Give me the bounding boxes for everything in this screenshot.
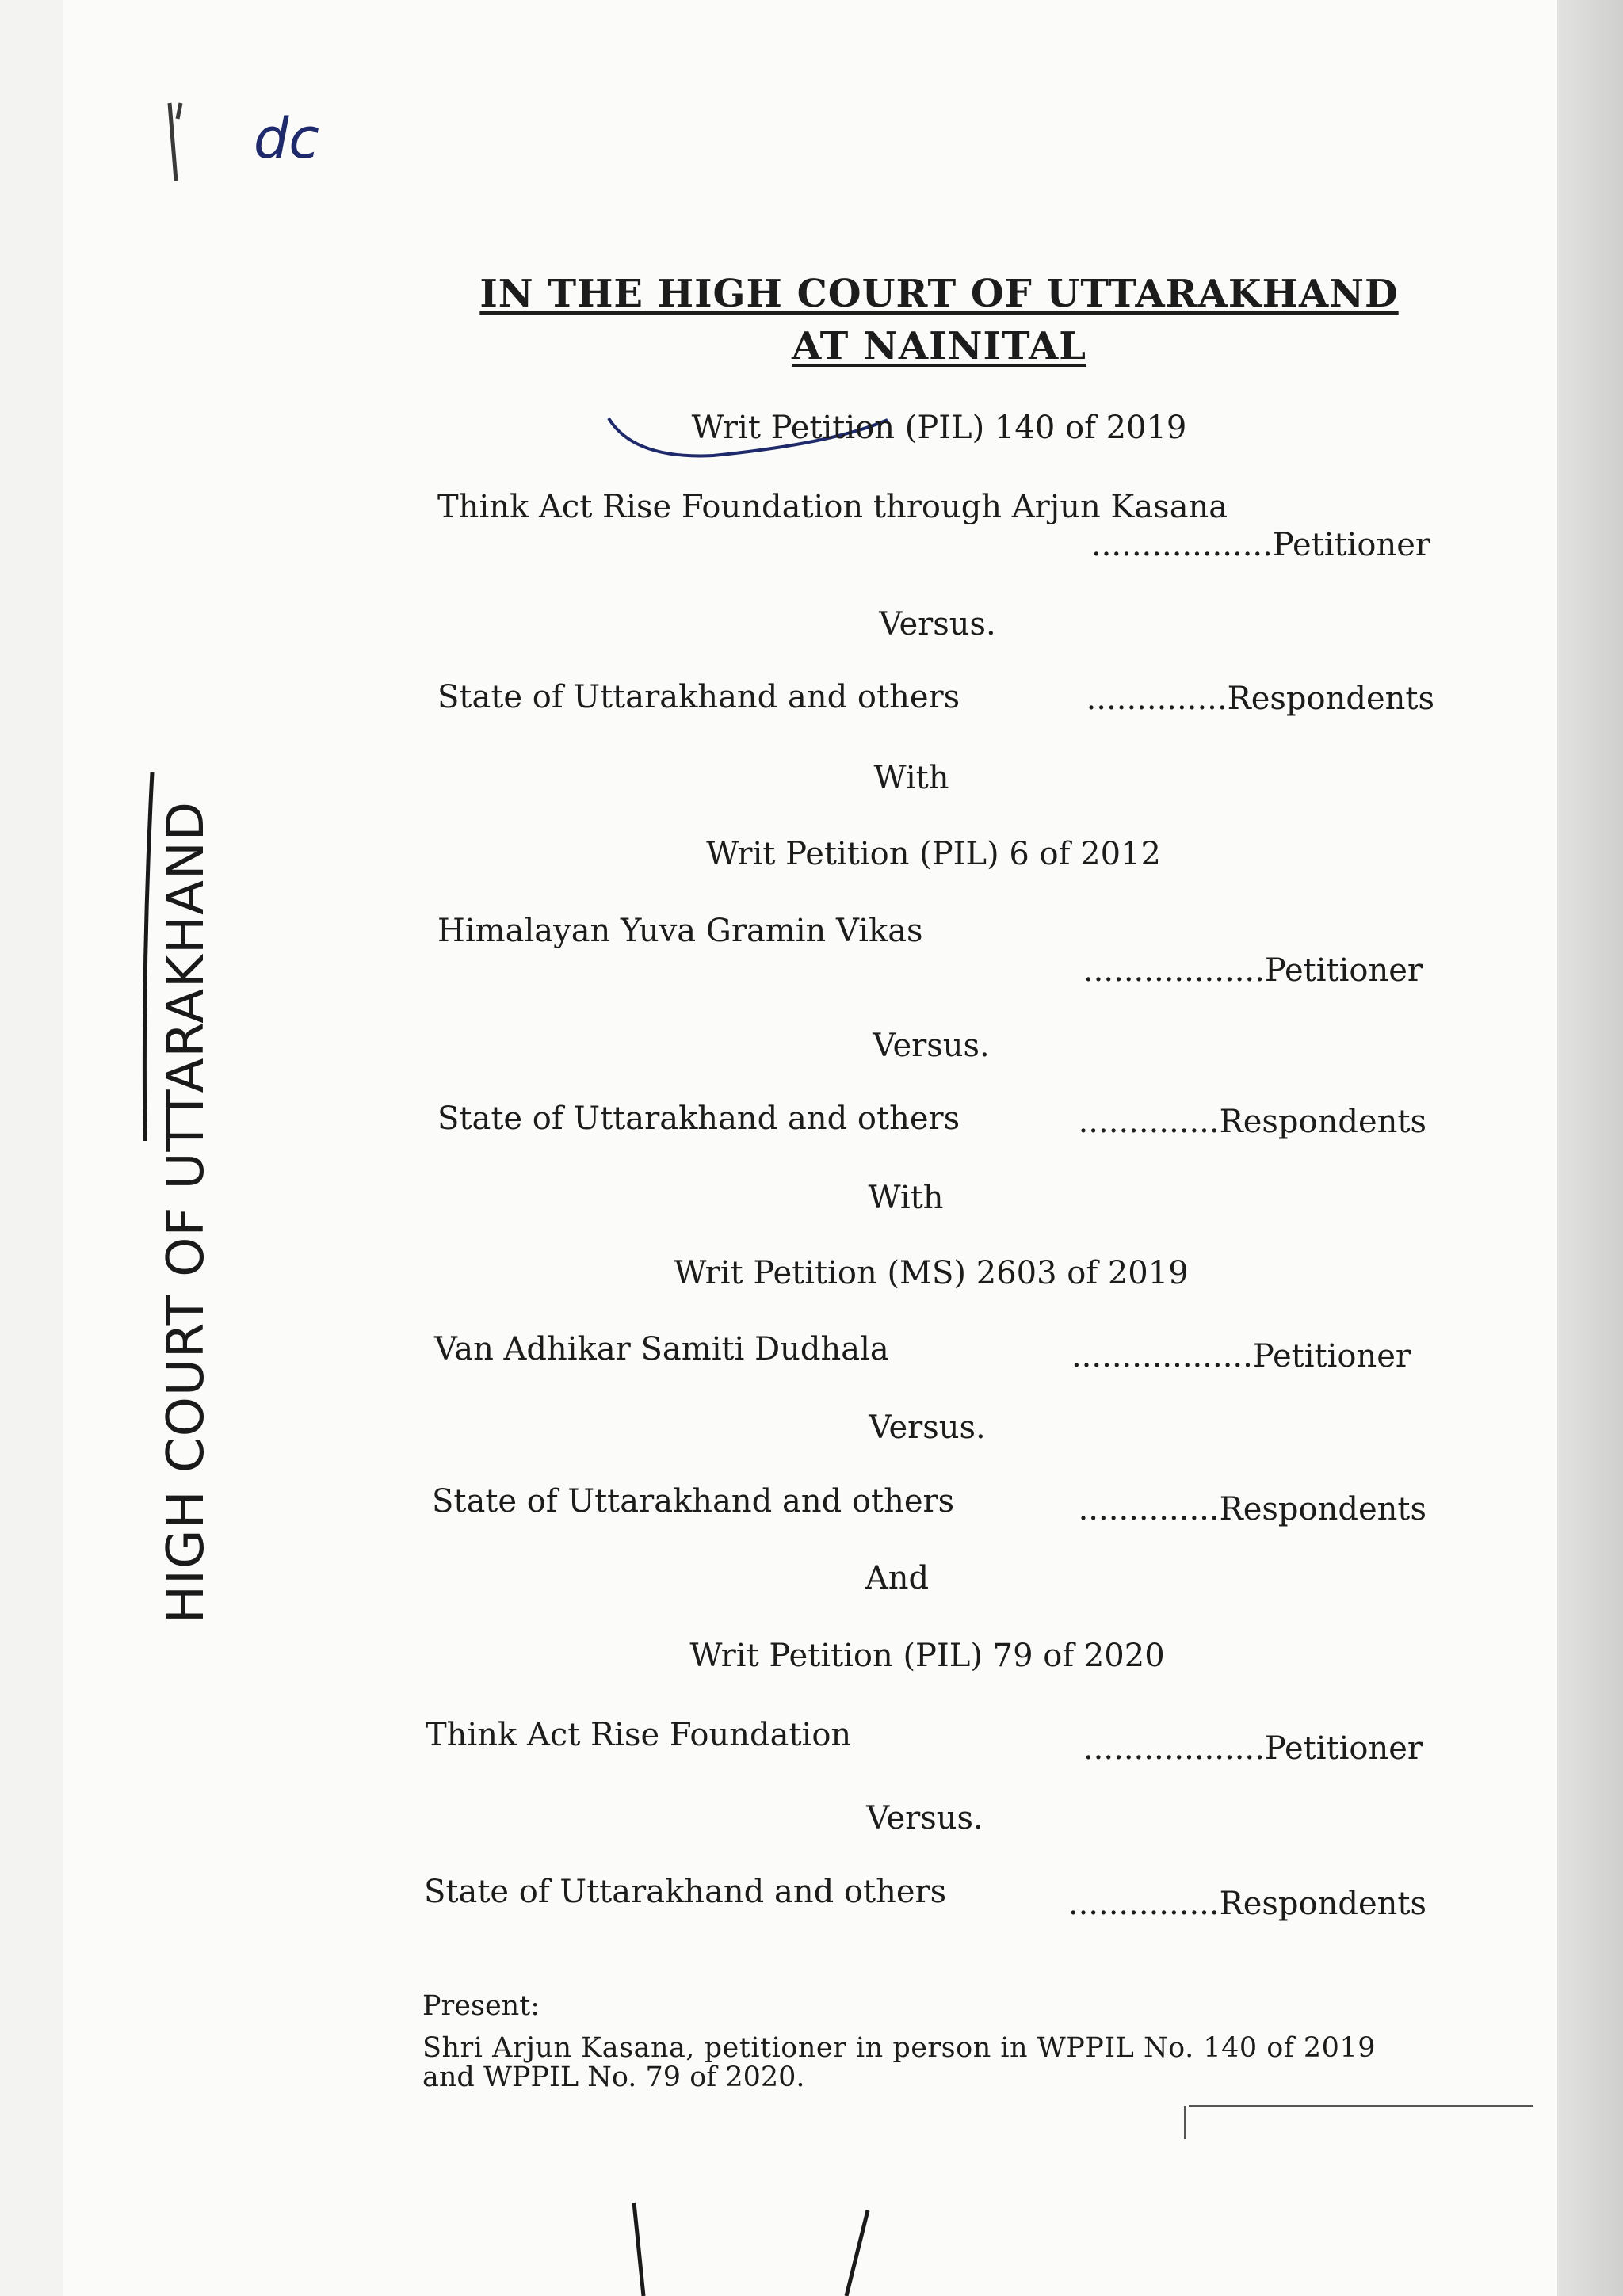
present-line1: Shri Arjun Kasana, petitioner in person in WPPIL No. 140 of 2019 [422,2032,1376,2064]
bottom-right-corner-mark [1185,2106,1533,2139]
respondent-role: ..............Respondents [1086,681,1434,717]
petitioner-name: Think Act Rise Foundation through Arjun Kasana [437,489,1228,525]
versus-label: Versus. [869,1409,986,1446]
case-title: Writ Petition (PIL) 140 of 2019 [691,410,1187,446]
present-label: Present: [422,1990,540,2022]
respondent-role: ..............Respondents [1078,1104,1426,1140]
respondent-name: State of Uttarakhand and others [437,1100,960,1137]
petitioner-name: Van Adhikar Samiti Dudhala [434,1331,889,1367]
respondent-role: ...............Respondents [1067,1886,1426,1922]
present-line2: and WPPIL No. 79 of 2020. [422,2061,805,2093]
case-title: Writ Petition (MS) 2603 of 2019 [674,1255,1189,1291]
bottom-stroke-left [634,2203,643,2296]
respondent-name: State of Uttarakhand and others [432,1483,955,1520]
respondent-name: State of Uttarakhand and others [437,679,960,715]
court-name-line1: IN THE HIGH COURT OF UTTARAKHAND [479,272,1399,316]
versus-label: Versus. [879,606,996,643]
case-joiner: With [873,760,949,796]
margin-bracket [144,772,152,1141]
tick-mark [170,103,181,181]
case-title: Writ Petition (PIL) 79 of 2020 [689,1638,1165,1674]
court-name-line2: AT NAINITAL [791,324,1087,368]
petitioner-role: ..................Petitioner [1083,1730,1423,1767]
petitioner-name: Himalayan Yuva Gramin Vikas [437,913,923,949]
bottom-stroke-right [846,2210,868,2296]
respondent-name: State of Uttarakhand and others [424,1874,947,1910]
versus-label: Versus. [866,1800,983,1836]
court-watermark: HIGH COURT OF UTTARAKHAND [157,800,216,1624]
petitioner-name: Think Act Rise Foundation [426,1717,852,1753]
petitioner-role: ..................Petitioner [1090,527,1430,563]
petitioner-role: ..................Petitioner [1071,1338,1411,1375]
petitioner-role: ..................Petitioner [1083,952,1423,989]
case-joiner: With [868,1180,944,1216]
case-joiner: And [865,1560,930,1596]
versus-label: Versus. [873,1028,990,1064]
respondent-role: ..............Respondents [1078,1491,1426,1527]
handwritten-note: dc [254,106,319,171]
case-title: Writ Petition (PIL) 6 of 2012 [706,836,1161,872]
